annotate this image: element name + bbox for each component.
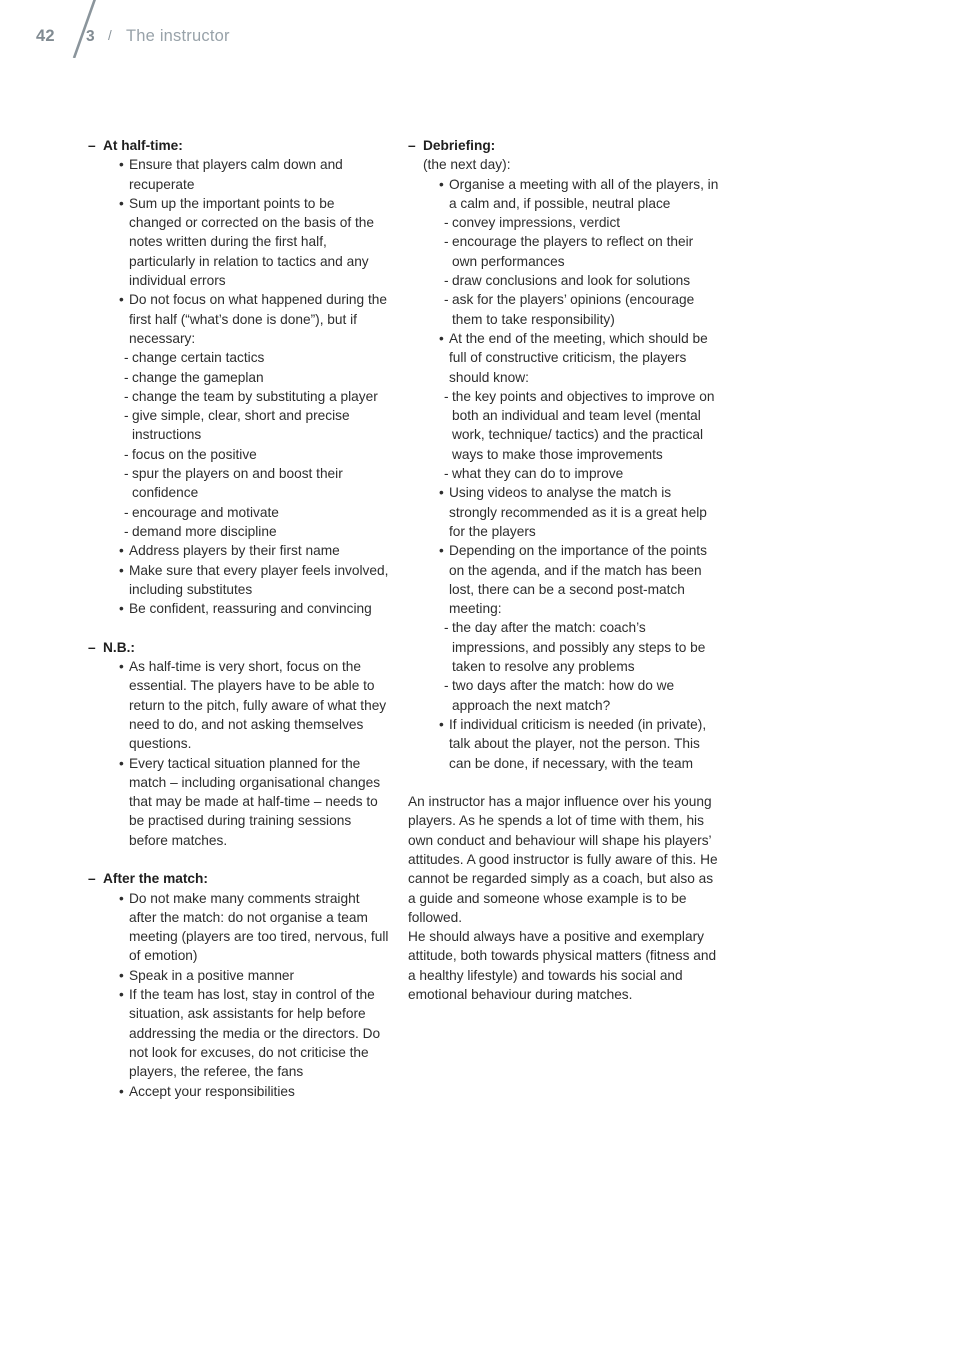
- list-item-text: encourage the players to reflect on their own performances: [452, 234, 694, 269]
- list-item: [88, 754, 390, 850]
- sub-dash-marker: -: [124, 523, 129, 539]
- list-item-text: Be confident, reassuring and convincing: [129, 601, 372, 617]
- list-item: [88, 368, 390, 387]
- section-block: [88, 136, 390, 618]
- chapter-title: The instructor: [126, 27, 230, 45]
- bullet-marker: •: [119, 755, 124, 771]
- list-item-text: Ensure that players calm down and recuperate: [129, 157, 343, 192]
- list-item-text: Make sure that every player feels involved, including substitutes: [129, 562, 389, 597]
- bullet-marker: •: [119, 967, 124, 983]
- sub-dash-marker: -: [124, 388, 129, 404]
- page-number: 42: [36, 27, 55, 45]
- list-item: [88, 464, 390, 503]
- section-dash-marker: –: [88, 138, 96, 153]
- list-item-text: encourage and motivate: [132, 504, 279, 520]
- section-heading: [408, 136, 720, 155]
- section-dash-marker: –: [408, 138, 416, 153]
- list-item-text: Accept your responsibilities: [129, 1083, 295, 1099]
- section-heading: [88, 638, 390, 657]
- list-item-text: Sum up the important points to be changed or corrected on the basis of the notes written during the first half, particularly in relation to tactics and any individual errors: [129, 195, 375, 289]
- list-item-text: draw conclusions and look for solutions: [452, 273, 691, 289]
- list-item-text: ask for the players’ opinions (encourage them to take responsibility): [452, 292, 695, 327]
- section-dash-marker: –: [88, 871, 96, 887]
- list-item-text: If individual criticism is needed (in private), talk about the player, not the person. This can be done, if necessary, with the team: [449, 716, 707, 771]
- section-heading: [88, 869, 390, 888]
- column-right: [408, 136, 720, 1004]
- list-item: [88, 348, 390, 367]
- header-separator: /: [108, 28, 112, 43]
- page-header: [0, 0, 959, 70]
- list-item-text: Speak in a positive manner: [129, 967, 295, 983]
- list-item: [88, 406, 390, 445]
- sub-dash-marker: -: [444, 466, 449, 482]
- bullet-marker: •: [439, 176, 444, 192]
- list-item: [88, 966, 390, 985]
- section-title: N.B.:: [103, 639, 135, 655]
- sub-dash-marker: -: [124, 408, 129, 424]
- list-item-text: focus on the positive: [132, 446, 257, 462]
- list-item: [88, 1082, 390, 1101]
- list-item: [408, 483, 720, 541]
- sub-dash-marker: -: [124, 350, 129, 366]
- list-item-text: Depending on the importance of the points on the agenda, and if the match has been lost, there can be a second post-match meeting:: [449, 543, 707, 617]
- list-item: [88, 387, 390, 406]
- list-item: [88, 985, 390, 1081]
- list-item-text: As half-time is very short, focus on the essential. The players have to be able to return to the pitch, fully aware of what they need to do, and not asking themselves questions.: [129, 659, 387, 752]
- list-item-text: convey impressions, verdict: [452, 215, 621, 231]
- list-item-text: what they can do to improve: [452, 466, 624, 482]
- sub-dash-marker: -: [444, 620, 449, 636]
- list-item: [408, 676, 720, 715]
- section-heading: [88, 136, 390, 155]
- list-item-text: give simple, clear, short and precise instructions: [132, 408, 350, 443]
- sub-dash-marker: -: [124, 369, 129, 385]
- list-item: [408, 715, 720, 773]
- list-item-text: Using videos to analyse the match is strongly recommended as it is a great help for the players: [449, 485, 707, 539]
- list-item: [408, 290, 720, 329]
- bullet-marker: •: [119, 157, 124, 173]
- list-item-text: the day after the match: coach’s impressions, and possibly any steps to be taken to resolve any problems: [452, 620, 706, 675]
- list-item: [408, 618, 720, 676]
- paragraph-text: He should always have a positive and exemplary attitude, both towards physical matters (fitness and a healthy lifestyle) and towards his social and emotional behaviour during matches.: [408, 929, 717, 1003]
- list-item-text: two days after the match: how do we approach the next match?: [452, 678, 675, 713]
- list-item: [88, 290, 390, 348]
- list-item: [88, 522, 390, 541]
- sub-dash-marker: -: [124, 466, 129, 482]
- bullet-marker: •: [119, 987, 124, 1003]
- paragraph-text: An instructor has a major influence over his young players. As he spends a lot of time with them, his own conduct and behaviour will shape his players’ attitudes. A good instructor is fully aware of this. He cannot be regarded simply as a coach, but also as a guide and someone whose example is to be followed.: [408, 794, 718, 925]
- list-item: [408, 464, 720, 483]
- list-item: [88, 657, 390, 753]
- section-block: [88, 869, 390, 1101]
- list-item-text: Address players by their first name: [129, 543, 340, 559]
- bullet-marker: •: [119, 292, 124, 308]
- bullet-marker: •: [119, 195, 124, 211]
- list-item: [88, 194, 390, 290]
- section-title: At half-time:: [103, 138, 183, 153]
- list-item-text: spur the players on and boost their confidence: [132, 466, 343, 501]
- list-item: [88, 541, 390, 560]
- bullet-marker: •: [119, 659, 124, 675]
- list-item-text: change the team by substituting a player: [132, 388, 378, 404]
- bullet-marker: •: [439, 716, 444, 732]
- section-dash-marker: –: [88, 639, 96, 655]
- list-item: [408, 329, 720, 387]
- list-item: [88, 889, 390, 966]
- list-item-text: change certain tactics: [132, 350, 265, 366]
- list-item: [88, 155, 390, 194]
- sub-dash-marker: -: [444, 273, 449, 289]
- list-item-text: At the end of the meeting, which should be full of constructive criticism, the players should know:: [449, 330, 708, 385]
- section-subtitle: (the next day):: [423, 157, 511, 173]
- column-left: [88, 136, 390, 1101]
- bullet-marker: •: [119, 562, 124, 578]
- list-item-text: Every tactical situation planned for the match – including organisational changes that may be made at half-time – needs to be practised during training sessions before matches.: [129, 755, 381, 848]
- list-item: [408, 271, 720, 290]
- list-item: [408, 232, 720, 271]
- list-item: [88, 599, 390, 618]
- section-block: [408, 136, 720, 773]
- chapter-number: 3: [86, 28, 95, 45]
- bullet-marker: •: [119, 601, 124, 617]
- section-title: After the match:: [103, 871, 208, 887]
- list-item: [408, 175, 720, 214]
- sub-dash-marker: -: [444, 388, 449, 404]
- sub-dash-marker: -: [124, 504, 129, 520]
- section-block: [88, 638, 390, 850]
- list-item: [88, 445, 390, 464]
- list-item: [408, 387, 720, 464]
- bullet-marker: •: [439, 543, 444, 559]
- list-item-text: the key points and objectives to improve on both an individual and team level (mental work, technique/ tactics) and the practical ways to make those improvements: [452, 388, 715, 462]
- bullet-marker: •: [119, 890, 124, 906]
- sub-dash-marker: -: [444, 678, 449, 694]
- list-item-text: Organise a meeting with all of the players, in a calm and, if possible, neutral place: [449, 176, 719, 211]
- bullet-marker: •: [119, 1083, 124, 1099]
- sub-dash-marker: -: [444, 292, 449, 308]
- chapter-slash-icon: [66, 0, 102, 58]
- list-item: [88, 561, 390, 600]
- list-item-text: If the team has lost, stay in control of the situation, ask assistants for help before addressing the media or the directors. Do not look for excuses, do not criticise the players, the referee, the fans: [129, 987, 381, 1080]
- sub-dash-marker: -: [444, 215, 449, 231]
- paragraph-block: [408, 792, 720, 1004]
- bullet-marker: •: [119, 543, 124, 559]
- sub-dash-marker: -: [444, 234, 449, 250]
- section-title: Debriefing:: [423, 138, 496, 153]
- list-item: [408, 213, 720, 232]
- bullet-marker: •: [439, 485, 444, 501]
- list-item: [88, 503, 390, 522]
- list-item: [408, 541, 720, 618]
- list-item-text: demand more discipline: [132, 523, 277, 539]
- list-item-text: Do not focus on what happened during the first half (“what’s done is done”), but if necessary:: [129, 292, 387, 346]
- bullet-marker: •: [439, 330, 444, 346]
- list-item-text: change the gameplan: [132, 369, 264, 385]
- list-item-text: Do not make many comments straight after the match: do not organise a team meeting (players are too tired, nervous, full of emotion): [129, 890, 389, 964]
- sub-dash-marker: -: [124, 446, 129, 462]
